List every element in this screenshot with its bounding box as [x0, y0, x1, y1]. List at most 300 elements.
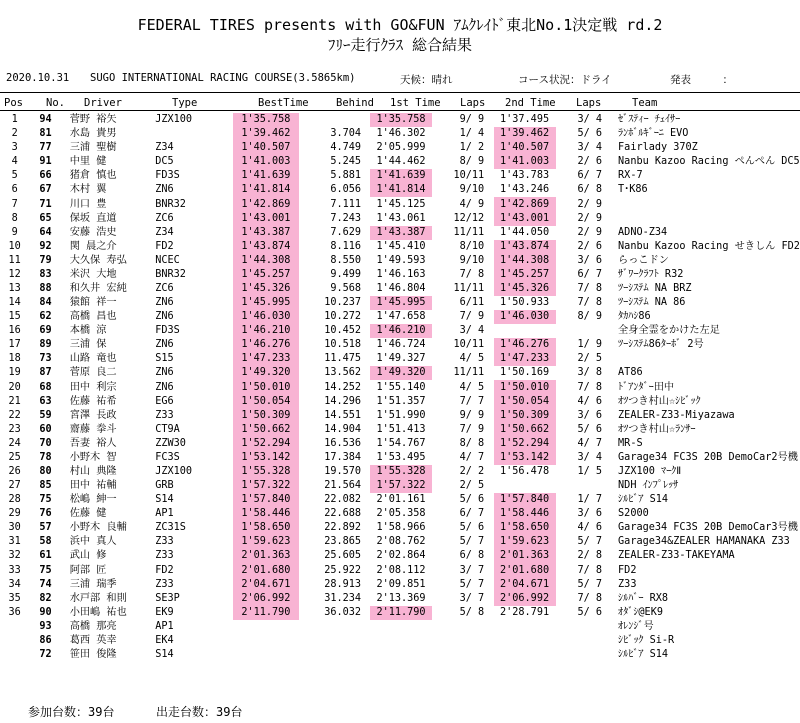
car-number-cell: 92 [39, 240, 52, 252]
first-laps-cell: 4/ 7 [459, 451, 485, 463]
team-cell: JZX100 ﾏｰｸⅡ [618, 465, 682, 477]
second-laps-cell: 5/ 6 [577, 423, 603, 435]
car-type-cell: SE3P [155, 592, 180, 604]
table-row [0, 606, 800, 620]
spacer [361, 310, 370, 324]
spacer [361, 169, 370, 183]
team-cell: Garage34&ZEALER HAMANAKA Z33 [618, 536, 790, 548]
car-type-cell: NCEC [155, 254, 180, 266]
pos-cell: 35 [8, 592, 21, 604]
car-type-cell: JZX100 [155, 465, 192, 477]
driver-cell: 猿館 祥一 [69, 297, 117, 309]
driver-cell: 小野木 良輔 [69, 522, 127, 534]
second-laps-cell: 3/ 4 [577, 142, 603, 154]
car-number-cell: 83 [39, 268, 52, 280]
first-laps-cell: 7/ 9 [459, 311, 485, 323]
spacer [299, 409, 313, 423]
col-header-team: Team [632, 97, 658, 109]
table-row [0, 521, 800, 535]
team-cell: ｻﾞﾜｰｸﾗﾌﾄ R32 [618, 268, 684, 280]
spacer [299, 493, 313, 507]
spacer [361, 479, 370, 493]
second-time-cell: 1'44.050 [500, 226, 550, 238]
spacer [361, 183, 370, 197]
first-time-cell: 1'49.327 [376, 353, 426, 365]
car-number-cell: 94 [39, 114, 52, 126]
spacer [361, 366, 370, 380]
col-header-driver: Driver [84, 97, 122, 109]
pos-cell: 17 [8, 339, 21, 351]
best-time-cell: 1'45.995 [233, 296, 299, 310]
first-time-cell: 1'44.462 [376, 156, 426, 168]
first-time-cell: 2'05.358 [376, 508, 426, 520]
first-time-cell: 2'11.790 [370, 606, 433, 620]
first-laps-cell [432, 620, 490, 634]
first-laps-cell: 10/11 [453, 339, 485, 351]
second-time-cell: 1'45.326 [494, 282, 556, 296]
first-laps-cell: 3/ 7 [459, 564, 485, 576]
car-type-cell: FD3S [155, 325, 180, 337]
driver-cell: 小田嶋 祐也 [69, 606, 127, 618]
car-type-cell: JZX100 [155, 114, 192, 126]
behind-cell: 28.913 [324, 578, 362, 590]
spacer [299, 240, 313, 254]
spacer [361, 465, 370, 479]
car-type-cell: S14 [155, 649, 174, 660]
second-laps-cell: 7/ 8 [577, 297, 603, 309]
driver-cell: 田中 利宗 [69, 381, 117, 393]
table-row [0, 648, 800, 662]
best-time-cell: 1'41.003 [233, 155, 299, 169]
first-laps-cell: 5/ 7 [459, 536, 485, 548]
car-number-cell: 75 [39, 564, 52, 576]
table-row [0, 127, 800, 141]
second-laps-cell: 3/ 8 [577, 367, 603, 379]
col-header-first: 1st Time [390, 97, 441, 109]
car-number-cell: 74 [39, 578, 52, 590]
car-number-cell: 65 [39, 212, 52, 224]
first-laps-cell: 1/ 4 [459, 128, 485, 140]
team-cell: AT86 [618, 367, 643, 379]
second-time-cell: 2'04.671 [494, 578, 556, 592]
second-laps-cell: 4/ 6 [577, 522, 603, 534]
spacer [299, 535, 313, 549]
car-number-cell: 86 [39, 634, 52, 646]
car-type-cell: S15 [155, 353, 174, 365]
best-time-cell: 1'50.662 [233, 423, 299, 437]
driver-cell: 田中 祐輔 [69, 480, 117, 492]
pos-cell: 6 [11, 184, 18, 196]
driver-cell: 本橋 涼 [69, 325, 107, 337]
results-title: FEDERAL TIRES presents with GO&FUN ｱﾑｸﾚｲﾄﾞ東北No.1決定戦 rd.2 [137, 16, 663, 34]
second-laps-cell: 5/ 6 [577, 606, 603, 618]
table-row [0, 409, 800, 423]
best-time-cell: 1'57.322 [233, 479, 299, 493]
first-laps-cell: 9/10 [459, 184, 485, 196]
spacer [361, 296, 370, 310]
behind-cell: 7.243 [330, 212, 362, 224]
car-number-cell: 85 [39, 480, 52, 492]
second-time-cell: 1'50.662 [494, 423, 556, 437]
spacer [361, 578, 370, 592]
second-time-cell: 1'44.308 [494, 254, 556, 268]
car-number-cell: 91 [39, 156, 52, 168]
best-time-cell: 1'45.326 [233, 282, 299, 296]
team-cell: ｵﾂつき村山☆ｼﾋﾞｯｸ [618, 395, 701, 407]
first-time-cell: 1'47.658 [376, 311, 426, 323]
best-time-cell [233, 620, 299, 634]
spacer [299, 423, 313, 437]
spacer [299, 141, 313, 155]
team-cell: FD2 [618, 564, 637, 576]
driver-cell: 和久井 宏純 [69, 282, 127, 294]
pos-cell: 28 [8, 494, 21, 506]
second-laps-cell: 2/ 8 [577, 550, 603, 562]
spacer [299, 324, 313, 338]
second-laps-cell: 6/ 7 [577, 268, 603, 280]
driver-cell: 中里 健 [69, 156, 107, 168]
best-time-cell: 1'58.446 [233, 507, 299, 521]
table-row [0, 592, 800, 606]
pos-cell: 27 [8, 480, 21, 492]
best-time-cell: 1'41.814 [233, 183, 299, 197]
second-time-cell: 2'28.791 [500, 606, 550, 618]
driver-cell: 松嶋 紳一 [69, 494, 117, 506]
car-type-cell: Z33 [155, 578, 174, 590]
best-time-cell: 1'49.320 [233, 366, 299, 380]
second-time-cell: 1'43.001 [494, 212, 556, 226]
team-cell: Fairlady 370Z [618, 142, 698, 154]
car-number-cell: 59 [39, 409, 52, 421]
pos-cell: 7 [11, 198, 18, 210]
car-number-cell: 58 [39, 536, 52, 548]
spacer [299, 113, 313, 127]
pos-cell: 2 [11, 128, 18, 140]
second-laps-cell: 3/ 6 [577, 254, 603, 266]
table-row [0, 578, 800, 592]
table-row [0, 310, 800, 324]
first-time-cell: 1'51.413 [376, 423, 426, 435]
second-laps-cell: 7/ 8 [577, 282, 603, 294]
behind-cell: 8.116 [330, 240, 362, 252]
behind-cell [313, 113, 361, 127]
team-cell: ﾂｰｼｽﾃﾑ NA BRZ [618, 282, 692, 294]
first-time-cell: 1'53.495 [376, 451, 426, 463]
car-type-cell: ZN6 [155, 339, 174, 351]
spacer [361, 155, 370, 169]
pos-cell [0, 620, 29, 634]
table-row [0, 324, 800, 338]
table-row [0, 395, 800, 409]
pos-cell: 14 [8, 297, 21, 309]
behind-cell: 10.518 [324, 339, 362, 351]
first-time-cell: 1'41.639 [370, 169, 433, 183]
team-cell: ZEALER-Z33-TAKEYAMA [618, 550, 735, 562]
results-table-body [0, 113, 800, 662]
team-cell: ADNO-Z34 [618, 226, 668, 238]
entry-count: 参加台数：39台 [28, 705, 115, 719]
spacer [361, 451, 370, 465]
team-cell: ﾀｶﾊｼ86 [618, 311, 651, 323]
car-type-cell: FD2 [155, 564, 174, 576]
first-time-cell: 1'58.966 [376, 522, 426, 534]
second-time-cell: 1'40.507 [494, 141, 556, 155]
driver-cell: 高橋 昌也 [69, 311, 117, 323]
driver-cell: 保坂 直道 [69, 212, 117, 224]
behind-cell: 10.237 [324, 297, 362, 309]
spacer [299, 507, 313, 521]
table-row [0, 352, 800, 366]
car-type-cell: ZN6 [155, 311, 174, 323]
car-number-cell: 80 [39, 465, 52, 477]
first-laps-cell: 4/ 9 [459, 198, 485, 210]
car-number-cell: 62 [39, 311, 52, 323]
pos-cell: 1 [11, 114, 18, 126]
spacer [361, 380, 370, 394]
behind-cell: 21.564 [324, 480, 362, 492]
car-type-cell: ZC6 [155, 212, 174, 224]
second-time-cell: 1'56.478 [500, 465, 550, 477]
table-row [0, 507, 800, 521]
spacer [299, 268, 313, 282]
first-time-cell: 1'55.140 [376, 381, 426, 393]
second-time-cell [494, 648, 556, 662]
second-time-cell: 1'46.030 [494, 310, 556, 324]
pos-cell: 8 [11, 212, 18, 224]
behind-cell: 4.749 [330, 142, 362, 154]
spacer [361, 254, 370, 268]
table-row [0, 620, 800, 634]
second-time-cell: 1'42.869 [494, 197, 556, 211]
table-row [0, 451, 800, 465]
driver-cell: 関 晨之介 [69, 240, 117, 252]
pos-cell: 10 [8, 240, 21, 252]
spacer [299, 620, 313, 634]
behind-cell: 13.562 [324, 367, 362, 379]
spacer [299, 479, 313, 493]
driver-cell: 村山 典隆 [69, 465, 117, 477]
car-number-cell: 70 [39, 437, 52, 449]
team-cell: Garage34 FC3S 20B DemoCar2号機 [618, 451, 798, 463]
second-laps-cell: 7/ 8 [577, 381, 603, 393]
second-laps-cell: 4/ 7 [577, 437, 603, 449]
second-time-cell: 1'50.010 [494, 380, 556, 394]
spacer [299, 183, 313, 197]
spacer [361, 282, 370, 296]
driver-cell: 木村 翼 [69, 184, 107, 196]
second-laps-cell [556, 620, 619, 634]
behind-cell: 14.904 [324, 423, 362, 435]
pos-cell: 25 [8, 451, 21, 463]
col-header-pos: Pos [4, 97, 23, 109]
best-time-cell: 1'53.142 [233, 451, 299, 465]
first-laps-cell: 6/11 [459, 297, 485, 309]
spacer [299, 127, 313, 141]
team-cell: ｵﾀﾞｼ@EK9 [618, 606, 663, 618]
car-type-cell: EK4 [155, 634, 174, 646]
table-row [0, 634, 800, 648]
best-time-cell: 1'50.309 [233, 409, 299, 423]
team-cell: T･K86 [618, 184, 648, 196]
table-row [0, 380, 800, 394]
second-laps-cell: 3/ 4 [577, 114, 603, 126]
car-type-cell: Z33 [155, 409, 174, 421]
first-time-cell: 1'41.814 [370, 183, 433, 197]
table-row [0, 423, 800, 437]
spacer [299, 169, 313, 183]
car-type-cell: DC5 [155, 156, 174, 168]
best-time-cell: 1'58.650 [233, 521, 299, 535]
car-type-cell: AP1 [155, 620, 174, 632]
team-cell: ZEALER-Z33-Miyazawa [618, 409, 735, 421]
second-time-cell: 1'37.495 [500, 114, 550, 126]
car-type-cell: Z34 [155, 142, 174, 154]
first-laps-cell: 9/ 9 [459, 114, 485, 126]
table-row [0, 535, 800, 549]
behind-cell: 25.605 [324, 550, 362, 562]
first-time-cell: 1'35.758 [370, 113, 433, 127]
first-time-cell: 1'46.302 [376, 128, 426, 140]
table-row [0, 212, 800, 226]
table-row [0, 282, 800, 296]
best-time-cell: 1'35.758 [233, 113, 299, 127]
first-time-cell: 2'02.864 [376, 550, 426, 562]
team-cell: RX-7 [618, 170, 643, 182]
first-laps-cell: 2/ 5 [459, 480, 485, 492]
spacer [299, 226, 313, 240]
spacer [361, 620, 370, 634]
best-time-cell: 1'40.507 [233, 141, 299, 155]
second-time-cell: 1'50.309 [494, 409, 556, 423]
spacer [299, 549, 313, 563]
team-cell: ﾂｰｼｽﾃﾑ86ﾀｰﾎﾞ 2号 [618, 339, 704, 351]
second-laps-cell: 7/ 8 [577, 592, 603, 604]
behind-cell: 6.056 [330, 184, 362, 196]
first-laps-cell: 7/ 9 [459, 423, 485, 435]
behind-cell: 10.452 [324, 325, 362, 337]
car-type-cell: BNR32 [155, 268, 186, 280]
second-laps-cell: 1/ 7 [577, 494, 603, 506]
behind-cell: 7.111 [330, 198, 362, 210]
spacer [299, 296, 313, 310]
second-time-cell: 1'43.783 [500, 170, 550, 182]
first-laps-cell [432, 634, 490, 648]
best-time-cell: 1'42.869 [233, 197, 299, 211]
team-cell: Garage34 FC3S 20B DemoCar3号機 [618, 522, 798, 534]
course-name: SUGO INTERNATIONAL RACING COURSE(3.5865km) [90, 72, 356, 84]
second-laps-cell: 2/ 6 [577, 240, 603, 252]
first-time-cell: 1'55.328 [370, 465, 433, 479]
driver-cell: 菅原 良二 [69, 367, 117, 379]
car-number-cell: 89 [39, 339, 52, 351]
car-number-cell: 93 [39, 620, 52, 632]
pos-cell: 31 [8, 536, 21, 548]
spacer [361, 535, 370, 549]
team-cell [618, 197, 800, 211]
pos-cell: 16 [8, 325, 21, 337]
driver-cell: 高橋 那亮 [69, 620, 117, 632]
behind-cell: 11.475 [324, 353, 362, 365]
behind-cell [313, 620, 361, 634]
second-time-cell [494, 620, 556, 634]
pos-cell [0, 634, 29, 648]
course-condition: コース状況：ドライ [518, 74, 612, 86]
results-table [0, 113, 800, 662]
second-laps-cell: 6/ 8 [577, 184, 603, 196]
pos-cell: 9 [11, 226, 18, 238]
second-laps-cell [556, 648, 619, 662]
spacer [361, 395, 370, 409]
behind-cell: 9.568 [330, 282, 362, 294]
col-header-laps2: Laps [576, 97, 602, 109]
second-laps-cell: 7/ 8 [577, 564, 603, 576]
table-row [0, 465, 800, 479]
second-laps-cell: 3/ 6 [577, 508, 603, 520]
pos-cell: 5 [11, 170, 18, 182]
pos-cell: 26 [8, 465, 21, 477]
second-time-cell: 2'01.680 [494, 564, 556, 578]
pos-cell: 12 [8, 268, 21, 280]
team-cell: Z33 [618, 578, 637, 590]
pos-cell: 34 [8, 578, 21, 590]
pos-cell: 15 [8, 311, 21, 323]
first-time-cell: 1'43.061 [376, 212, 426, 224]
car-type-cell: ZN6 [155, 367, 174, 379]
behind-cell: 22.082 [324, 494, 362, 506]
car-number-cell: 88 [39, 282, 52, 294]
second-time-cell: 1'58.650 [494, 521, 556, 535]
pos-cell: 19 [8, 367, 21, 379]
car-type-cell [155, 127, 233, 141]
second-time-cell: 1'43.246 [500, 184, 550, 196]
spacer [361, 409, 370, 423]
pos-cell: 33 [8, 564, 21, 576]
car-number-cell: 57 [39, 522, 52, 534]
results-subtitle: ﾌﾘｰ走行ｸﾗｽ 総合結果 [327, 36, 473, 54]
best-time-cell: 1'43.387 [233, 226, 299, 240]
first-time-cell: 2'09.851 [376, 578, 426, 590]
team-cell: MR-S [618, 437, 643, 449]
behind-cell: 7.629 [330, 226, 362, 238]
second-laps-cell: 5/ 6 [577, 128, 603, 140]
col-header-behind: Behind [336, 97, 374, 109]
table-row [0, 197, 800, 211]
car-type-cell: AP1 [155, 508, 174, 520]
car-type-cell: FD2 [155, 240, 174, 252]
second-laps-cell: 3/ 4 [577, 451, 603, 463]
best-time-cell: 1'46.030 [233, 310, 299, 324]
driver-cell: 山路 竜也 [69, 353, 117, 365]
driver-cell: 宮澤 長政 [69, 409, 117, 421]
first-laps-cell: 3/ 7 [459, 592, 485, 604]
spacer [299, 395, 313, 409]
col-header-type: Type [172, 97, 198, 109]
best-time-cell: 1'50.010 [233, 380, 299, 394]
car-type-cell: FC3S [155, 451, 180, 463]
car-type-cell: ZN6 [155, 381, 174, 393]
best-time-cell: 2'01.680 [233, 564, 299, 578]
pos-cell: 24 [8, 437, 21, 449]
spacer [361, 212, 370, 226]
header-rule-bottom [0, 110, 800, 111]
second-time-cell: 1'58.446 [494, 507, 556, 521]
first-laps-cell: 2/ 2 [459, 465, 485, 477]
driver-cell: 川口 豊 [69, 198, 107, 210]
first-time-cell: 2'08.112 [376, 564, 426, 576]
second-time-cell: 2'06.992 [494, 592, 556, 606]
spacer [361, 197, 370, 211]
first-laps-cell: 8/ 8 [459, 437, 485, 449]
